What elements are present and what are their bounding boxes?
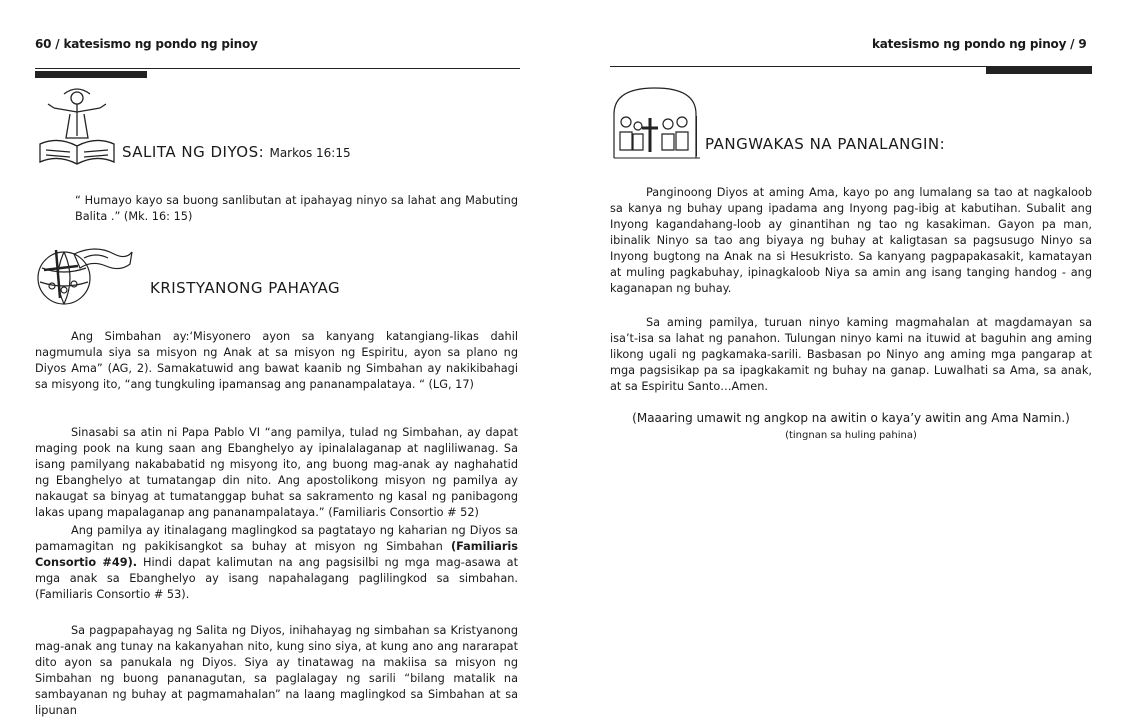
pangwakas-subnote: (tingnan sa huling pahina) bbox=[785, 430, 917, 441]
left-running-head: 60 / katesismo ng pondo ng pinoy bbox=[35, 37, 258, 51]
header-rule bbox=[35, 68, 520, 69]
icon-divider bbox=[696, 116, 697, 156]
header-bar bbox=[986, 67, 1092, 74]
pahayag-title: KRISTYANONG PAHAYAG bbox=[150, 279, 341, 297]
pahayag-paragraph-2: Sinasabi sa atin ni Papa Pablo VI “ang pamilya, tulad ng Simbahan, ay dapat maging pook na kung saan ang Ebanghelyo ay ipinalalaganap at nagliliwanag. Sa isang pamilyang nakababatid ng misyong ito, ang buong mag-anak ay naghahatid ng Ebanghelyo at tumatangap din nito. Ang apostolikong misyon ng pamilya ay nakaugat sa binyag at tumatanggap buhat sa sakramento ng kasal ng panibagong lakas upang mapalaganap ang pananampalataya.” (Familiaris Consortio # 52) bbox=[35, 426, 518, 519]
family-prayer-icon bbox=[610, 84, 700, 160]
globe-cross-icon bbox=[34, 240, 134, 312]
pahayag-paragraph-4: Sa pagpapahayag ng Salita ng Diyos, inihahayag ng simbahan sa Kristyanong mag-anak ang tunay na kakanyahan nito, kung sino siya, at kung ano ang nararapat dito ayon sa panukala ng Diyos. Siya ay tinatawag na makiisa sa misyon ng Simbahan ng buong pananagutan, sa paglalagay ng sarili “bilang matalik na sambayanan ng buhay at pagmamahalan” na laang maglingkod sa Simbahan at sa lipunan bbox=[35, 624, 518, 717]
salita-title: SALITA NG DIYOS: bbox=[122, 143, 265, 161]
p3-text-b: Hindi dapat kalimutan na ang pagsisilbi ng mga mag-asawa at mga anak sa Ebanghelyo ay isang napahalagang paglilingkod sa simbahan. (Familiaris Consortio # 53). bbox=[35, 556, 518, 601]
p3-text-a: Ang pamilya ay itinalagang maglingkod sa pagtatayo ng kaharian ng Diyos sa pamamagitan ng pakikisangkot sa buhay at misyon ng Simbahan bbox=[35, 524, 518, 553]
bible-figure-icon bbox=[34, 86, 120, 170]
right-page bbox=[580, 0, 1130, 728]
pangwakas-title: PANGWAKAS NA PANALANGIN: bbox=[705, 135, 946, 153]
left-page bbox=[0, 0, 560, 728]
salita-heading bbox=[122, 143, 351, 161]
header-bar bbox=[35, 71, 147, 78]
salita-reference: Markos 16:15 bbox=[269, 146, 351, 160]
salita-quote: “ Humayo kayo sa buong sanlibutan at ipahayag ninyo sa lahat ang Mabuting Balita .” (Mk. 16: 15) bbox=[75, 194, 518, 223]
pangwakas-paragraph-1: Panginoong Diyos at aming Ama, kayo po ang lumalang sa tao at nagkaloob sa kanya ng buhay upang ipadama ang Inyong pag-ibig at kabutihan. Subalit ang Inyong kagandahang-loob ay ginantihan ng tao ng kasakiman. Gayon pa man, ibinalik Ninyo sa tao ang biyaya ng buhay at kaligtasan sa pagsusugo Ninyo sa Inyong bugtong na Anak na si Hesukristo. Sa kanyang pagpapakasakit, kamatayan at muling pagkabuhay, ipinagkaloob Niya sa amin ang isang tanging handog - ang kaganapan ng buhay. bbox=[610, 186, 1092, 295]
right-running-head: katesismo ng pondo ng pinoy / 9 bbox=[872, 37, 1087, 51]
pahayag-paragraph-3 bbox=[35, 523, 518, 603]
pahayag-paragraph-1: Ang Simbahan ay:‘Misyonero ayon sa kanyang katangiang-likas dahil nagmumula siya sa misyon ng Anak at sa misyon ng Espiritu, ayon sa plano ng Diyos Ama” (AG, 2). Samakatuwid ang bawat kaanib ng Simbahan ay nakikibahagi sa misyong ito, “ang tungkuling ipamansag ang pananampalataya. “ (LG, 17) bbox=[35, 330, 518, 391]
pangwakas-paragraph-2: Sa aming pamilya, turuan ninyo kaming magmahalan at magdamayan sa isa’t-isa sa lahat ng panahon. Tulungan ninyo kami na ituwid at baguhin ang aming likong ugali ng pagkamaka-sarili. Basbasan po Ninyo ang aming mga pangarap at mga pagsisikap pa sa ipagkakamit ng buhay na ganap. Luwalhati sa Ama, sa anak, at sa Espiritu Santo…Amen. bbox=[610, 316, 1092, 393]
p3-citation: (Familiaris Consortio #49). bbox=[35, 540, 518, 569]
pangwakas-note: (Maaaring umawit ng angkop na awitin o kaya’y awitin ang Ama Namin.) bbox=[632, 411, 1070, 425]
